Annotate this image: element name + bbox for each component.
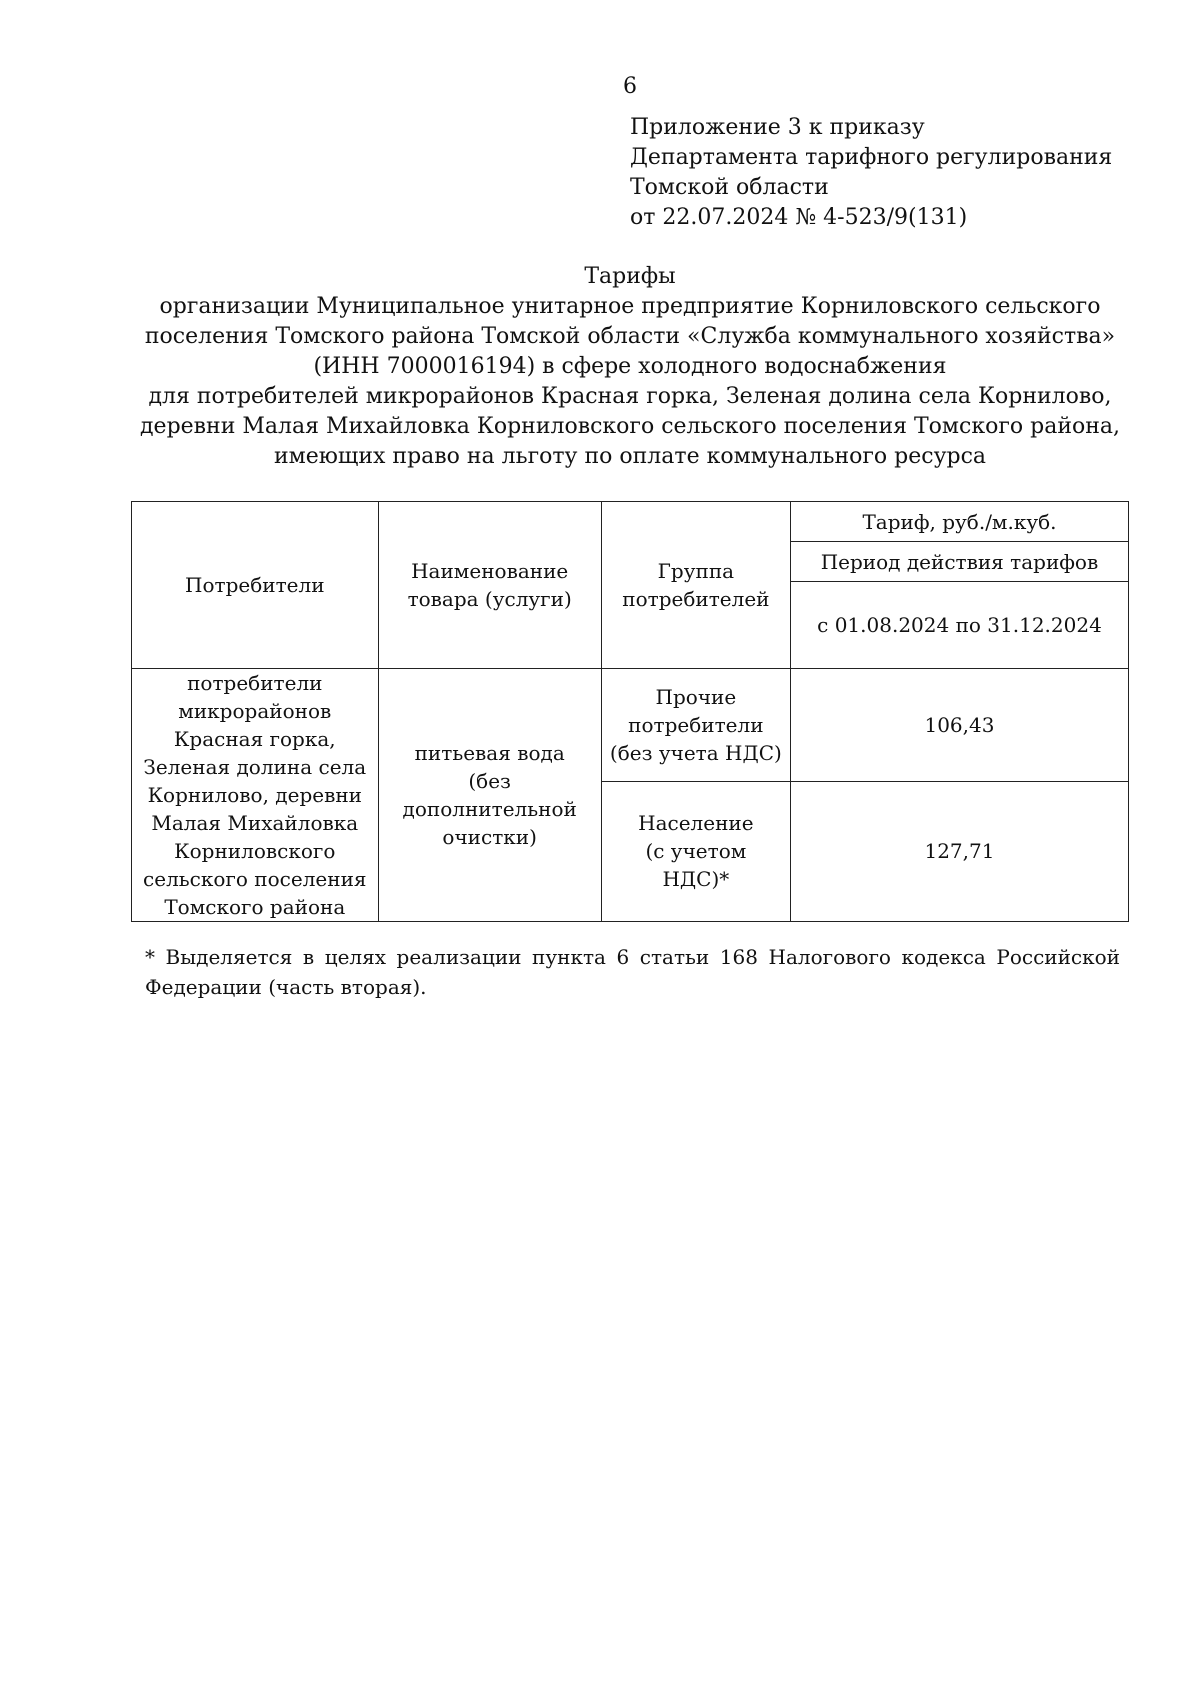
title-line: поселения Томского района Томской области «Служба коммунального хозяйства» <box>144 324 1116 349</box>
title-line: деревни Малая Михайловка Корниловского сельского поселения Томского района, <box>140 414 1120 439</box>
appendix-line: Департамента тарифного регулирования <box>630 145 1113 170</box>
header-group: Группа потребителей <box>601 502 790 669</box>
tariff-value-cell: 127,71 <box>790 781 1128 921</box>
tariff-value-cell: 106,43 <box>790 669 1128 782</box>
consumers-cell: потребители микрорайонов Красная горка, Зеленая долина села Корнилово, деревни Малая Михайловка Корниловского сельского поселения Томского района <box>132 669 379 922</box>
appendix-line: от 22.07.2024 № 4-523/9(131) <box>630 205 968 230</box>
header-product: Наименование товара (услуги) <box>378 502 601 669</box>
title-line: имеющих право на льготу по оплате коммунального ресурса <box>273 444 987 469</box>
header-tariff: Тариф, руб./м.куб. <box>790 502 1128 542</box>
page-number: 6 <box>623 74 637 99</box>
appendix-line: Томской области <box>630 175 829 200</box>
header-consumers: Потребители <box>132 502 379 669</box>
header-period-label: Период действия тарифов <box>790 542 1128 582</box>
group-cell: Население (с учетом НДС)* <box>601 781 790 921</box>
product-cell: питьевая вода (без дополнительной очистки) <box>378 669 601 922</box>
tariff-table <box>131 501 1129 922</box>
header-period: с 01.08.2024 по 31.12.2024 <box>790 582 1128 669</box>
appendix-line: Приложение 3 к приказу <box>630 115 925 140</box>
title-line: организации Муниципальное унитарное предприятие Корниловского сельского <box>159 294 1101 319</box>
group-cell: Прочие потребители (без учета НДС) <box>601 669 790 782</box>
title-line: для потребителей микрорайонов Красная горка, Зеленая долина села Корнилово, <box>148 384 1112 409</box>
table-row <box>132 669 1129 782</box>
document-title <box>120 262 1140 472</box>
appendix-reference <box>630 113 1112 233</box>
footnote: * Выделяется в целях реализации пункта 6 статьи 168 Налогового кодекса Российской Федерации (часть вторая). <box>145 945 1120 999</box>
title-line: (ИНН 7000016194) в сфере холодного водоснабжения <box>313 354 947 379</box>
title-heading: Тарифы <box>584 264 676 289</box>
